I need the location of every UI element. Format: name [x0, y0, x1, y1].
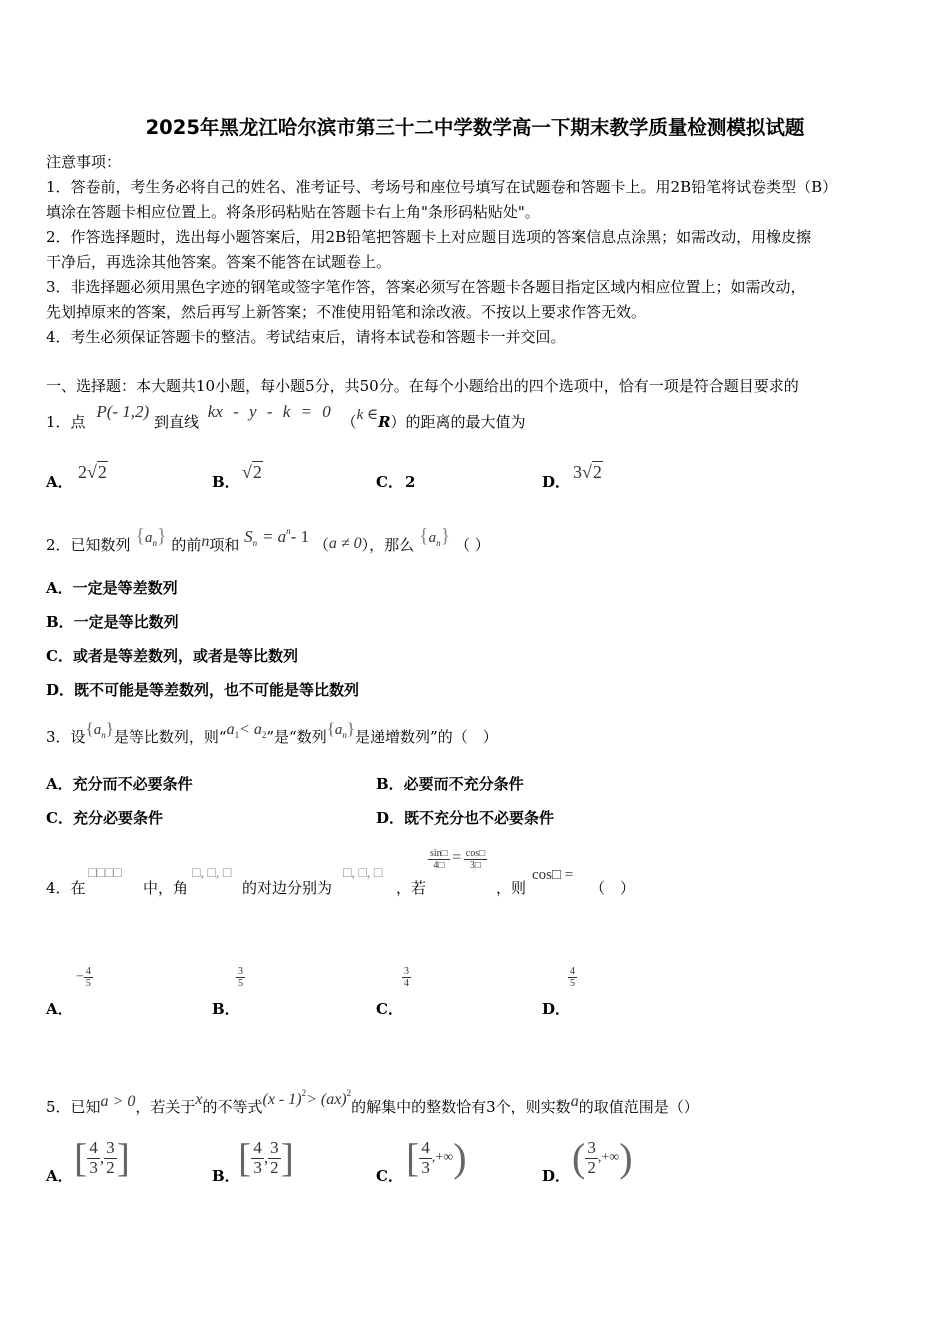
- q2-seq-a: a: [144, 530, 153, 546]
- question-2: [46, 525, 490, 563]
- q2-option-c[interactable]: C．或者是等差数列，或者是等比数列: [46, 647, 298, 665]
- notice-line-1: 1．答卷前，考生务必将自己的姓名、准考证号、考场号和座位号填写在试题卷和答题卡上。用2B铅笔将试卷类型（B）: [46, 178, 838, 196]
- q5-d-n1: 3: [587, 1137, 596, 1157]
- q4-option-c-label[interactable]: C．: [376, 1000, 403, 1018]
- notice-line-3: 3．非选择题必须用黑色字迹的钢笔或签字笔作答，答案必须写在答题卡各题目指定区域内相应位置上；如需改动，: [46, 278, 806, 296]
- q5-c-inf: ,+∞: [431, 1150, 454, 1165]
- q1-point: P(- 1,2): [96, 402, 150, 421]
- q5-b-d2: 2: [270, 1157, 279, 1177]
- q3-text-1: 是等比数列，则“: [113, 728, 227, 746]
- q1-option-a-value[interactable]: 2√2: [78, 462, 107, 482]
- q5-b-comma: ,: [263, 1148, 269, 1167]
- q3-seq-a: a: [93, 722, 102, 738]
- q5-ineq-left: (x - 1): [262, 1091, 302, 1108]
- q4-eq: =: [452, 848, 462, 866]
- q3-ineq-a: a: [226, 721, 235, 738]
- section-heading: 一、选择题：本大题共10小题，每小题5分，共50分。在每个小题给出的四个选项中，恰有一项是符合题目要求的: [46, 377, 799, 395]
- q5-b-open: [: [238, 1135, 252, 1180]
- notice-line-1b: 填涂在答题卡相应位置上。将条形码粘贴在答题卡右上角"条形码粘贴处"。: [46, 203, 540, 221]
- q1-option-b-value[interactable]: √2: [242, 462, 262, 482]
- q4-c-den: 4: [404, 978, 409, 989]
- q3-option-d[interactable]: D．既不充分也不必要条件: [376, 809, 555, 827]
- q5-c-open: [: [406, 1135, 420, 1180]
- q5-text-3: 的解集中的整数恰有3个，则实数: [351, 1098, 571, 1116]
- q5-a-d1: 3: [89, 1157, 98, 1177]
- q4-option-c-value[interactable]: [402, 966, 411, 989]
- q3-seq-sub: n: [101, 730, 106, 740]
- notice-line-2b: 干净后，再选涂其他答案。答案不能答在试题卷上。: [46, 253, 392, 271]
- q4-triangle-placeholder: □□□□: [88, 866, 122, 881]
- q4-text-2: 的对边分别为: [242, 879, 333, 897]
- q1-a-coef: 2: [78, 462, 87, 482]
- q4-b-num: 3: [238, 966, 243, 977]
- q4-option-a-label[interactable]: A．: [46, 1000, 73, 1018]
- q4-angles: □, □, □: [192, 866, 232, 881]
- q5-x: x: [195, 1091, 203, 1108]
- q3-sub-1: 1: [234, 730, 240, 740]
- q3-text-3: 是递增数列”的（ ）: [355, 728, 498, 746]
- q5-a-n2: 3: [106, 1137, 115, 1157]
- q4-option-d-value[interactable]: [568, 966, 577, 989]
- q5-c-close: ): [453, 1135, 467, 1180]
- q3-seq-sub-2: n: [342, 730, 347, 740]
- q4-d-num: 4: [570, 966, 575, 977]
- q4-text-3: ，若: [396, 879, 427, 897]
- q2-paren: （: [313, 536, 329, 554]
- q2-text-3: ），那么: [361, 536, 415, 554]
- q5-option-c-label[interactable]: C．: [376, 1167, 403, 1185]
- q5-text-4: 的取值范围是（）: [578, 1098, 699, 1116]
- q2-text-2: 项和: [209, 536, 240, 554]
- q2-option-b[interactable]: B．一定是等比数列: [46, 613, 179, 631]
- q1-d-coef: 3: [573, 462, 582, 482]
- q4-sides: □, □, □: [343, 866, 383, 881]
- q4-cos: cos□ =: [532, 867, 574, 883]
- q5-c-d1: 3: [421, 1157, 430, 1177]
- q2-S: S: [244, 527, 253, 546]
- q4-c-num: 3: [404, 966, 409, 977]
- q2-n: n: [201, 533, 210, 550]
- q5-cond: a > 0: [100, 1093, 136, 1110]
- q5-option-d-label[interactable]: D．: [542, 1167, 571, 1185]
- q2-exp: n: [286, 526, 291, 536]
- q3-option-c[interactable]: C．充分必要条件: [46, 809, 163, 827]
- notice-heading: 注意事项：: [46, 153, 122, 171]
- q2-seq-a-2: a: [428, 530, 437, 546]
- q4-option-b-label[interactable]: B．: [212, 1000, 240, 1018]
- q2-option-d[interactable]: D．既不可能是等差数列，也不可能是等比数列: [46, 681, 360, 699]
- q2-text-4: （ ）: [454, 536, 490, 554]
- q5-a-open: [: [74, 1135, 88, 1180]
- q1-paren: （: [341, 413, 357, 431]
- q5-d-inf: ,+∞: [597, 1150, 620, 1165]
- q4-b-den: 5: [238, 978, 243, 989]
- q5-number: 5．已知: [46, 1098, 101, 1116]
- q5-sq-1: 2: [301, 1088, 307, 1098]
- q5-option-a-label[interactable]: A．: [46, 1167, 73, 1185]
- q3-brace-open: {: [85, 719, 94, 738]
- q5-b-close: ]: [280, 1135, 294, 1180]
- q5-d-open: (: [572, 1135, 586, 1180]
- q5-option-b-value[interactable]: [238, 1135, 294, 1180]
- q2-text-1: 的前: [171, 536, 202, 554]
- q5-text-1: ，若关于: [135, 1098, 196, 1116]
- question-5: [46, 1088, 699, 1120]
- q4-text-4: ，则: [496, 879, 527, 897]
- q5-a-close: ]: [116, 1135, 130, 1180]
- q1-option-a-label[interactable]: A．: [46, 473, 73, 491]
- q5-a-comma: ,: [99, 1148, 105, 1167]
- q2-cond: a ≠ 0: [328, 535, 362, 552]
- q5-sq-2: 2: [346, 1088, 352, 1098]
- notice-line-2: 2．作答选择题时，选出每小题答案后，用2B铅笔把答题卡上对应题目选项的答案信息点涂黑；如需改动，用橡皮擦: [46, 228, 812, 246]
- q2-brace-close: }: [156, 525, 167, 547]
- q4-frac2-den: 3□: [469, 860, 481, 871]
- q4-a-sign: −: [76, 969, 84, 985]
- q1-d-rad: 2: [592, 462, 602, 482]
- q3-ineq-lt: < a: [239, 721, 262, 738]
- q2-brace-open: {: [135, 525, 145, 547]
- q2-brace-open-2: {: [418, 525, 429, 547]
- q2-sn-eq: = a: [261, 527, 287, 546]
- notice-line-4: 4．考生必须保证答题卡的整洁。考试结束后，请将本试卷和答题卡一并交回。: [46, 328, 566, 346]
- question-1: [46, 402, 526, 435]
- q5-option-b-label[interactable]: B．: [212, 1167, 240, 1185]
- q1-text-2: ）的距离的最大值为: [390, 413, 526, 431]
- q1-option-b-label[interactable]: B．: [212, 473, 240, 491]
- q3-brace-close-2: }: [346, 719, 356, 738]
- q5-option-a-value[interactable]: [74, 1135, 130, 1180]
- q1-text-1: 到直线: [153, 413, 199, 431]
- q3-text-2: ”是“数列: [266, 728, 327, 746]
- q5-option-c-value[interactable]: [406, 1135, 467, 1180]
- q3-option-a[interactable]: A．充分而不必要条件: [46, 775, 193, 793]
- q3-brace-open-2: {: [326, 719, 335, 738]
- question-3: [46, 719, 498, 755]
- q5-b-n1: 4: [253, 1137, 262, 1157]
- q3-brace-close: }: [105, 719, 114, 738]
- q2-brace-close-2: }: [440, 525, 451, 547]
- q3-option-b[interactable]: B．必要而不充分条件: [376, 775, 524, 793]
- q3-seq-a-2: a: [334, 722, 343, 738]
- q1-option-d-value[interactable]: 3√2: [573, 462, 602, 482]
- q2-number: 2．已知数列: [46, 536, 131, 554]
- q5-option-d-value[interactable]: [572, 1135, 633, 1180]
- q1-number: 1．点: [46, 413, 86, 431]
- q5-a: a: [570, 1093, 579, 1110]
- q5-text-2: 的不等式: [202, 1098, 263, 1116]
- page-title: 2025年黑龙江哈尔滨市第三十二中学数学高一下期末教学质量检测模拟试题: [145, 116, 805, 139]
- q4-option-b-value[interactable]: [236, 966, 245, 989]
- q4-equation: [428, 848, 487, 871]
- q4-frac1-den: 4□: [433, 860, 445, 871]
- q4-text-1: 中，角: [143, 879, 189, 897]
- q4-frac2-num: cos□: [465, 848, 486, 859]
- q5-a-d2: 2: [106, 1157, 115, 1177]
- notice-line-3b: 先划掉原来的答案，然后再写上新答案；不准使用铅笔和涂改液。不按以上要求作答无效。: [46, 303, 647, 321]
- q4-text-5: （ ）: [590, 879, 636, 897]
- q4-a-den: 5: [85, 978, 91, 989]
- q5-ineq-right: > (ax): [306, 1091, 347, 1108]
- q2-minus-one: - 1: [290, 527, 310, 546]
- q1-option-c-value[interactable]: 2: [405, 473, 416, 491]
- q5-d-d1: 2: [587, 1157, 596, 1177]
- q1-line-eq: kx - y - k = 0: [207, 402, 331, 421]
- q4-d-den: 5: [570, 978, 575, 989]
- q5-a-n1: 4: [89, 1137, 98, 1157]
- q1-option-c-label[interactable]: C．: [376, 473, 403, 491]
- q5-b-n2: 3: [270, 1137, 279, 1157]
- q3-number: 3．设: [46, 728, 86, 746]
- q1-k-in: k ∈: [356, 407, 379, 423]
- q1-a-rad: 2: [97, 462, 107, 482]
- q4-option-a-value[interactable]: [76, 966, 93, 989]
- q2-S-sub: n: [252, 538, 258, 548]
- q1-option-d-label[interactable]: D．: [542, 473, 571, 491]
- question-4-number: 4．在: [46, 879, 86, 897]
- q4-a-num: 4: [85, 966, 91, 977]
- q5-b-d1: 3: [253, 1157, 262, 1177]
- q4-option-d-label[interactable]: D．: [542, 1000, 571, 1018]
- q5-c-n1: 4: [421, 1137, 430, 1157]
- q1-real-set: R: [378, 413, 391, 431]
- q2-seq-sub: n: [152, 538, 157, 548]
- q4-frac1-num: sin□: [430, 848, 448, 859]
- q3-sub-2: 2: [261, 730, 267, 740]
- q2-option-a[interactable]: A．一定是等差数列: [46, 579, 178, 597]
- q2-seq-sub-2: n: [436, 538, 441, 548]
- q1-b-rad: 2: [252, 462, 262, 482]
- q5-d-close: ): [619, 1135, 633, 1180]
